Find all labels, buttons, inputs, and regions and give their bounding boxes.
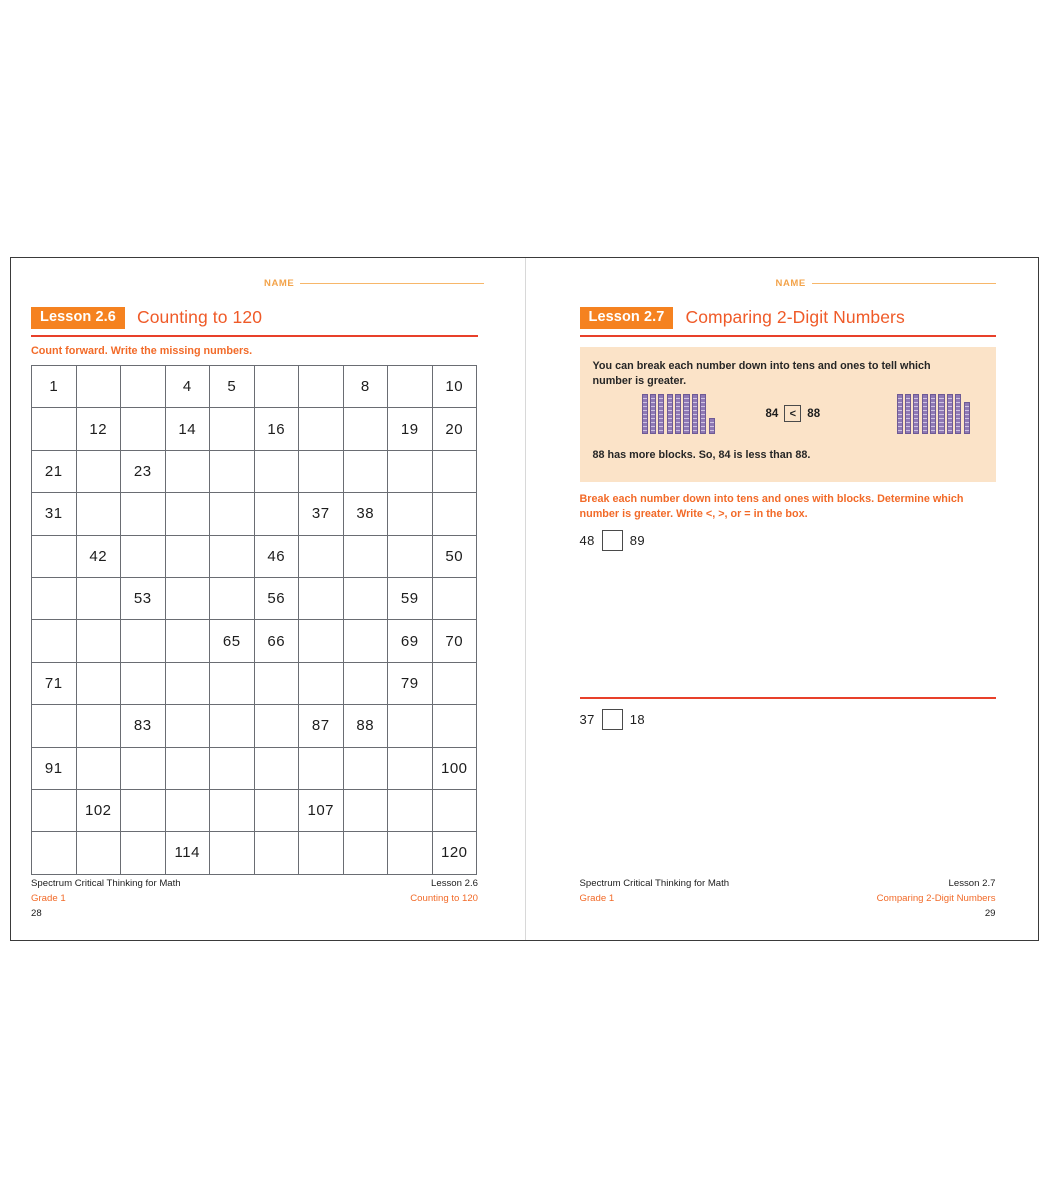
lesson-badge: Lesson 2.6: [31, 307, 125, 329]
grid-cell-filled: 71: [32, 662, 77, 704]
grid-cell-blank[interactable]: [32, 705, 77, 747]
tens-rod: [938, 394, 944, 434]
grid-cell-blank[interactable]: [121, 493, 166, 535]
grid-row: [32, 789, 477, 831]
grid-cell-blank[interactable]: [388, 832, 433, 874]
grid-cell-blank[interactable]: [210, 662, 255, 704]
grid-cell-blank[interactable]: [432, 577, 477, 619]
problem-1-answer-box[interactable]: [602, 530, 623, 551]
tens-rod: [947, 394, 953, 434]
grid-cell-filled: 69: [388, 620, 433, 662]
grid-cell-filled: 37: [299, 493, 344, 535]
problem-row-2[interactable]: [580, 709, 646, 730]
left-page: [11, 258, 525, 940]
grid-cell-blank[interactable]: [254, 789, 299, 831]
grid-cell-blank[interactable]: [432, 450, 477, 492]
grid-cell-blank[interactable]: [388, 747, 433, 789]
lesson-badge: Lesson 2.7: [580, 307, 674, 329]
grid-cell-blank[interactable]: [76, 366, 121, 408]
example-symbol-box: <: [784, 405, 801, 422]
grid-cell-blank[interactable]: [254, 366, 299, 408]
grid-cell-filled: 79: [388, 662, 433, 704]
blocks-left-84: [642, 394, 715, 434]
grid-row: [32, 535, 477, 577]
grid-cell-blank[interactable]: [388, 789, 433, 831]
grid-cell-blank[interactable]: [432, 789, 477, 831]
example-comparison: [766, 405, 821, 422]
grid-cell-filled: 12: [76, 408, 121, 450]
tens-rod: [905, 394, 911, 434]
grid-cell-blank[interactable]: [165, 620, 210, 662]
grid-cell-blank[interactable]: [210, 535, 255, 577]
grid-cell-blank[interactable]: [76, 450, 121, 492]
grid-row: [32, 705, 477, 747]
grid-row: [32, 408, 477, 450]
grid-cell-filled: 87: [299, 705, 344, 747]
grid-cell-blank[interactable]: [32, 620, 77, 662]
tens-rod: [930, 394, 936, 434]
footer-series: Spectrum Critical Thinking for Math: [31, 878, 181, 889]
footer-lesson-ref: Lesson 2.6: [431, 878, 478, 889]
name-write-line[interactable]: [812, 283, 996, 285]
footer-right-lesson: [776, 877, 996, 922]
grid-cell-blank[interactable]: [210, 577, 255, 619]
grid-cell-filled: 5: [210, 366, 255, 408]
problem-row-1[interactable]: [580, 530, 646, 551]
grid-cell-blank[interactable]: [76, 705, 121, 747]
ones-blocks: [964, 402, 970, 434]
grid-row: [32, 577, 477, 619]
grid-cell-filled: 23: [121, 450, 166, 492]
grid-cell-filled: 120: [432, 832, 477, 874]
header-divider-left: [31, 335, 478, 337]
hundred-twenty-chart[interactable]: [31, 365, 477, 875]
grid-cell-filled: 21: [32, 450, 77, 492]
grid-cell-blank[interactable]: [299, 577, 344, 619]
tens-rod: [642, 394, 648, 434]
grid-cell-blank[interactable]: [32, 577, 77, 619]
grid-cell-filled: 65: [210, 620, 255, 662]
grid-cell-filled: 102: [76, 789, 121, 831]
blocks-right-88: [897, 394, 970, 434]
problem-2-left: 37: [579, 712, 595, 727]
right-page: [525, 258, 1039, 940]
grid-cell-blank[interactable]: [32, 408, 77, 450]
grid-cell-blank[interactable]: [388, 493, 433, 535]
grid-cell-blank[interactable]: [343, 747, 388, 789]
grid-cell-blank[interactable]: [165, 535, 210, 577]
grid-cell-blank[interactable]: [32, 535, 77, 577]
name-field-right[interactable]: [776, 278, 996, 289]
grid-cell-filled: 107: [299, 789, 344, 831]
grid-cell-blank[interactable]: [432, 705, 477, 747]
grid-cell-blank[interactable]: [76, 662, 121, 704]
grid-cell-blank[interactable]: [165, 662, 210, 704]
grid-cell-blank[interactable]: [210, 493, 255, 535]
grid-cell-filled: 16: [254, 408, 299, 450]
grid-cell-blank[interactable]: [210, 450, 255, 492]
grid-cell-blank[interactable]: [210, 408, 255, 450]
grid-cell-filled: 38: [343, 493, 388, 535]
number-grid-body: [32, 366, 477, 875]
grid-cell-blank[interactable]: [32, 789, 77, 831]
grid-cell-filled: 46: [254, 535, 299, 577]
grid-cell-blank[interactable]: [254, 832, 299, 874]
grid-row: [32, 493, 477, 535]
grid-cell-filled: 4: [165, 366, 210, 408]
grid-cell-blank[interactable]: [343, 620, 388, 662]
footer-right: [580, 877, 730, 907]
grid-cell-blank[interactable]: [388, 450, 433, 492]
grid-cell-blank[interactable]: [343, 577, 388, 619]
name-write-line[interactable]: [300, 283, 484, 285]
grid-cell-blank[interactable]: [121, 662, 166, 704]
example-intro: You can break each number down into tens and ones to tell which number is greater.: [592, 360, 931, 388]
problem-divider: [580, 697, 996, 699]
grid-cell-blank[interactable]: [299, 832, 344, 874]
grid-cell-blank[interactable]: [210, 747, 255, 789]
grid-cell-filled: 66: [254, 620, 299, 662]
grid-cell-blank[interactable]: [210, 832, 255, 874]
tens-rod: [922, 394, 928, 434]
problem-1-right: 89: [629, 533, 646, 548]
grid-cell-filled: 31: [32, 493, 77, 535]
grid-row: [32, 450, 477, 492]
grid-cell-blank[interactable]: [165, 789, 210, 831]
grid-cell-blank[interactable]: [165, 705, 210, 747]
footer-left-lesson: [261, 877, 478, 907]
grid-cell-blank[interactable]: [254, 662, 299, 704]
grid-cell-blank[interactable]: [343, 789, 388, 831]
grid-cell-blank[interactable]: [343, 662, 388, 704]
footer-left: [31, 877, 181, 922]
grid-cell-filled: 50: [432, 535, 477, 577]
tens-rod: [700, 394, 706, 434]
grid-cell-blank[interactable]: [76, 577, 121, 619]
grid-cell-blank[interactable]: [254, 493, 299, 535]
grid-cell-blank[interactable]: [432, 662, 477, 704]
grid-cell-filled: 91: [32, 747, 77, 789]
grid-cell-blank[interactable]: [165, 450, 210, 492]
tens-rod: [683, 394, 689, 434]
grid-cell-blank[interactable]: [299, 747, 344, 789]
page-title: Counting to 120: [136, 307, 263, 328]
grid-cell-blank[interactable]: [165, 493, 210, 535]
grid-row: [32, 620, 477, 662]
grid-cell-blank[interactable]: [299, 535, 344, 577]
footer-lesson-ref: Lesson 2.7: [948, 878, 996, 889]
grid-cell-blank[interactable]: [299, 450, 344, 492]
footer-lesson-name: Comparing 2-Digit Numbers: [876, 892, 996, 904]
grid-cell-blank[interactable]: [210, 705, 255, 747]
grid-cell-filled: 19: [388, 408, 433, 450]
grid-cell-blank[interactable]: [121, 832, 166, 874]
name-label: NAME: [775, 278, 806, 289]
problem-2-answer-box[interactable]: [602, 709, 623, 730]
instruction-left: Count forward. Write the missing numbers.: [31, 345, 253, 357]
grid-cell-filled: 42: [76, 535, 121, 577]
grid-cell-filled: 59: [388, 577, 433, 619]
grid-cell-blank[interactable]: [299, 366, 344, 408]
tens-rod: [913, 394, 919, 434]
grid-cell-blank[interactable]: [299, 662, 344, 704]
name-field-left[interactable]: [264, 278, 484, 289]
tens-rod: [667, 394, 673, 434]
grid-cell-blank[interactable]: [388, 535, 433, 577]
grid-cell-blank[interactable]: [254, 747, 299, 789]
name-label: NAME: [264, 278, 295, 289]
grid-cell-blank[interactable]: [343, 832, 388, 874]
lesson-header-left: [31, 307, 262, 329]
footer-grade: Grade 1: [31, 892, 66, 904]
grid-cell-filled: 1: [32, 366, 77, 408]
problem-2-right: 18: [629, 712, 646, 727]
grid-cell-filled: 83: [121, 705, 166, 747]
grid-cell-blank[interactable]: [32, 832, 77, 874]
grid-cell-blank[interactable]: [76, 493, 121, 535]
grid-cell-blank[interactable]: [76, 620, 121, 662]
grid-cell-blank[interactable]: [388, 366, 433, 408]
tens-rod: [650, 394, 656, 434]
grid-cell-blank[interactable]: [254, 450, 299, 492]
footer-grade: Grade 1: [579, 892, 615, 904]
grid-row: [32, 747, 477, 789]
tens-rod: [675, 394, 681, 434]
example-conclusion: 88 has more blocks. So, 84 is less than 88.: [592, 449, 811, 461]
page-number: 28: [31, 907, 42, 919]
lesson-header-right: [580, 307, 905, 329]
tens-rod: [897, 394, 903, 434]
grid-cell-filled: 14: [165, 408, 210, 450]
grid-cell-blank[interactable]: [343, 535, 388, 577]
grid-cell-blank[interactable]: [165, 747, 210, 789]
grid-cell-blank[interactable]: [210, 789, 255, 831]
page-number: 29: [984, 907, 996, 919]
page-title: Comparing 2-Digit Numbers: [685, 307, 905, 328]
example-left-number: 84: [765, 407, 779, 420]
grid-cell-filled: 70: [432, 620, 477, 662]
example-right-number: 88: [807, 407, 821, 420]
grid-cell-blank[interactable]: [121, 620, 166, 662]
grid-cell-filled: 88: [343, 705, 388, 747]
grid-cell-blank[interactable]: [343, 408, 388, 450]
grid-row: [32, 662, 477, 704]
grid-cell-blank[interactable]: [121, 747, 166, 789]
grid-cell-blank[interactable]: [121, 366, 166, 408]
problem-1-left: 48: [579, 533, 595, 548]
footer-lesson-name: Counting to 120: [410, 892, 478, 904]
grid-cell-filled: 20: [432, 408, 477, 450]
instruction-right: Break each number down into tens and ones with blocks. Determine which number is greater. Write <, >, or = in the box.: [579, 493, 964, 521]
grid-cell-blank[interactable]: [299, 408, 344, 450]
grid-cell-filled: 56: [254, 577, 299, 619]
grid-cell-blank[interactable]: [388, 705, 433, 747]
grid-cell-blank[interactable]: [76, 747, 121, 789]
grid-cell-blank[interactable]: [121, 789, 166, 831]
grid-cell-filled: 8: [343, 366, 388, 408]
tens-rod: [955, 394, 961, 434]
grid-cell-blank[interactable]: [165, 577, 210, 619]
grid-cell-blank[interactable]: [254, 705, 299, 747]
grid-row: [32, 366, 477, 408]
grid-cell-blank[interactable]: [121, 535, 166, 577]
tens-rod: [658, 394, 664, 434]
grid-cell-filled: 10: [432, 366, 477, 408]
grid-cell-blank[interactable]: [343, 450, 388, 492]
tens-rod: [692, 394, 698, 434]
grid-cell-filled: 100: [432, 747, 477, 789]
workbook-spread: [10, 257, 1039, 941]
grid-cell-blank[interactable]: [299, 620, 344, 662]
grid-cell-blank[interactable]: [76, 832, 121, 874]
footer-series: Spectrum Critical Thinking for Math: [579, 878, 730, 889]
ones-blocks: [709, 418, 715, 434]
grid-cell-filled: 53: [121, 577, 166, 619]
grid-cell-blank[interactable]: [432, 493, 477, 535]
example-callout: [580, 347, 996, 482]
grid-cell-blank[interactable]: [121, 408, 166, 450]
header-divider-right: [580, 335, 996, 337]
grid-row: [32, 832, 477, 874]
grid-cell-filled: 114: [165, 832, 210, 874]
